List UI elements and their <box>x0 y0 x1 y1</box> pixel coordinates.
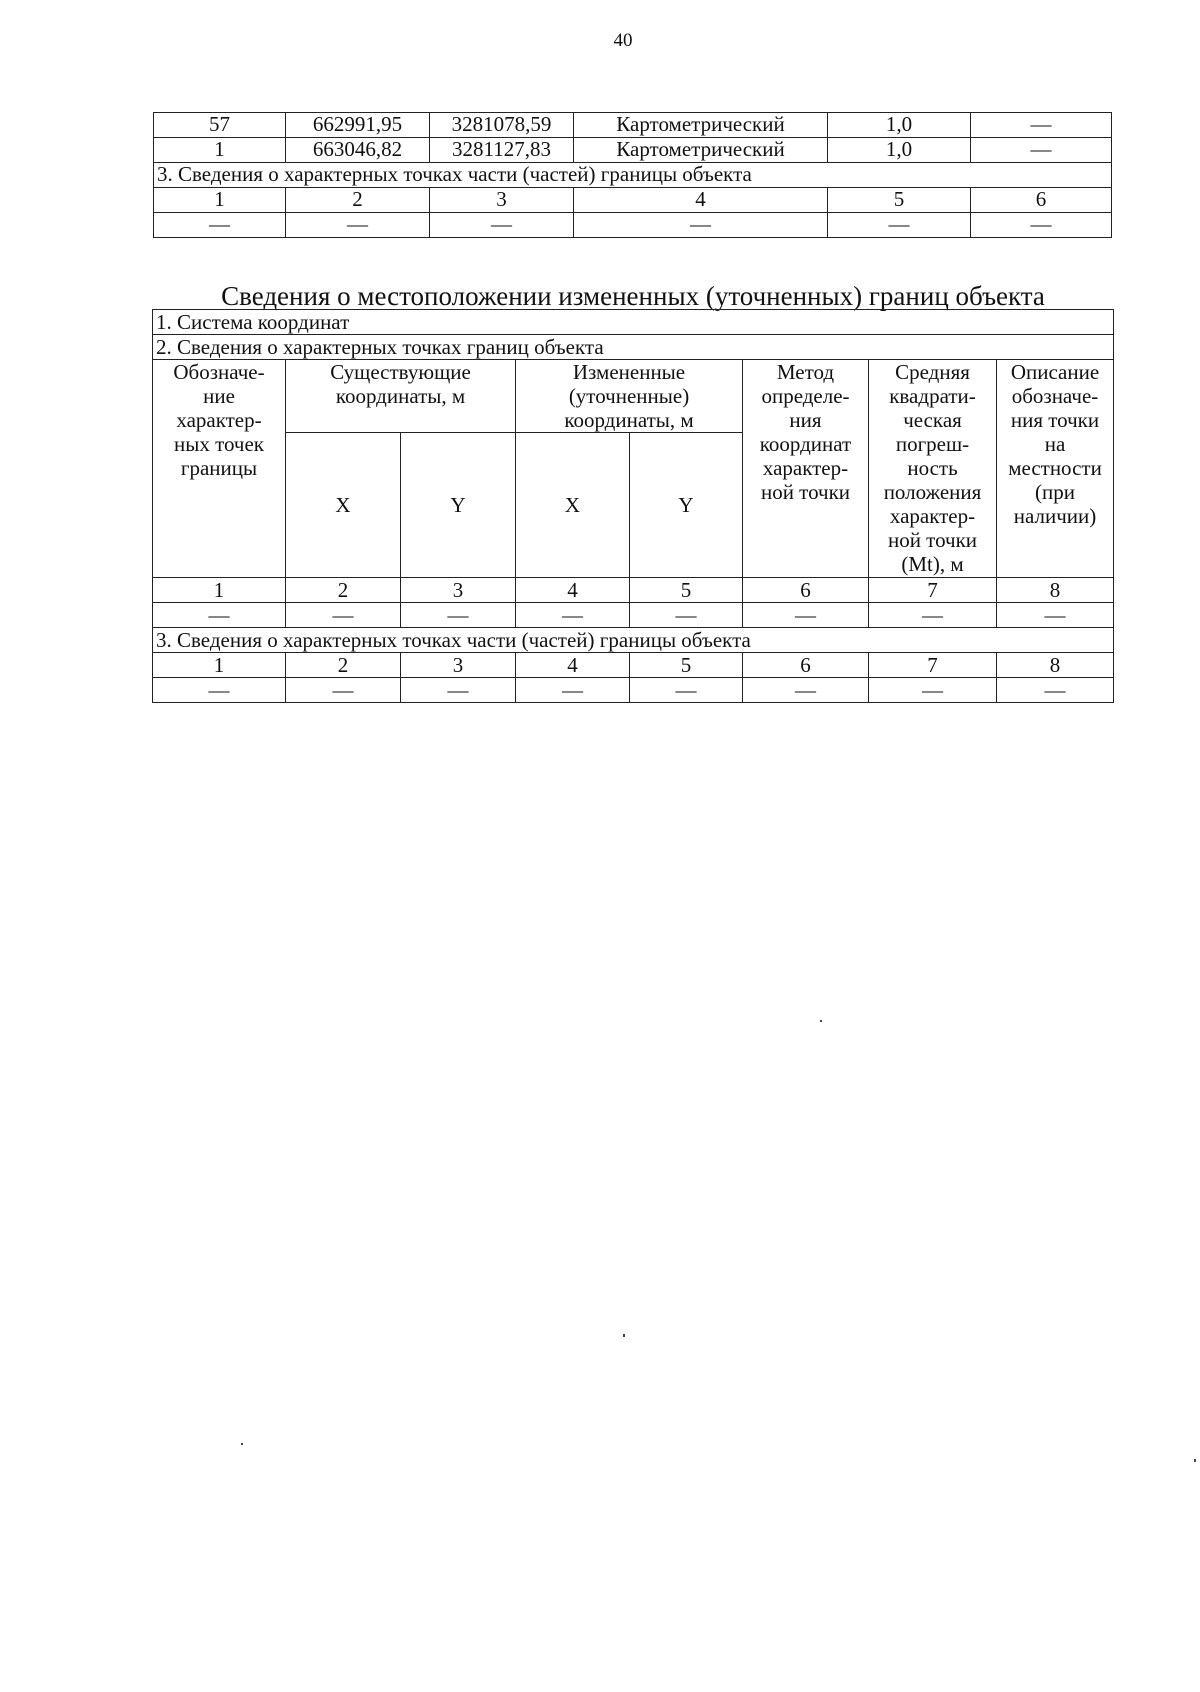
table-cell: — <box>401 603 516 628</box>
table-cell: — <box>286 603 401 628</box>
table-cell: 7 <box>869 578 997 603</box>
table-cell: — <box>430 213 574 238</box>
table-cell: 1 <box>154 138 286 163</box>
table-cell: 1 <box>153 653 286 678</box>
table-cell: — <box>743 603 869 628</box>
table-row <box>154 113 1112 138</box>
table-cell: 5 <box>630 653 743 678</box>
scan-speck <box>820 1020 822 1022</box>
table-cell: 5 <box>828 188 971 213</box>
header-y: Y <box>401 433 516 578</box>
header-row <box>153 360 1114 433</box>
table-cell: — <box>286 678 401 703</box>
header-designation: Обозначе- ние характер- ных точек границы <box>153 360 286 578</box>
header-description: Описание обозначе- ния точки на местности (при наличии) <box>997 360 1114 578</box>
header-existing-coordinates: Существующие координаты, м <box>286 360 516 433</box>
table-cell: 5 <box>630 578 743 603</box>
table-cell: — <box>574 213 828 238</box>
header-x: X <box>286 433 401 578</box>
table-cell: 3 <box>430 188 574 213</box>
table-cell: 1 <box>154 188 286 213</box>
page-number: 40 <box>613 30 633 51</box>
table-row <box>153 578 1114 603</box>
coord-system-label: 1. Система координат <box>153 310 1114 335</box>
table-row <box>154 213 1112 238</box>
scan-speck <box>1194 1459 1196 1462</box>
table-cell: 3 <box>401 578 516 603</box>
table-cell: 4 <box>516 578 630 603</box>
table-cell: Картометрический <box>574 138 828 163</box>
points-section-label: 2. Сведения о характерных точках границ объекта <box>153 335 1114 360</box>
table-cell: — <box>869 678 997 703</box>
table-cell: 2 <box>286 188 430 213</box>
table-cell: — <box>743 678 869 703</box>
table-cell: — <box>153 603 286 628</box>
table-cell: Картометрический <box>574 113 828 138</box>
table-row <box>154 188 1112 213</box>
table-cell: 8 <box>997 653 1114 678</box>
table-row <box>153 335 1114 360</box>
table-cell: 3 <box>401 653 516 678</box>
table-cell: — <box>516 603 630 628</box>
scan-speck <box>623 1334 625 1337</box>
table-row <box>153 653 1114 678</box>
table-cell: — <box>971 113 1112 138</box>
table-cell: 6 <box>743 578 869 603</box>
table-cell: — <box>971 138 1112 163</box>
header-x: X <box>516 433 630 578</box>
table-cell: — <box>869 603 997 628</box>
table-row <box>154 163 1112 188</box>
table-cell: 8 <box>997 578 1114 603</box>
table-cell: 3281078,59 <box>430 113 574 138</box>
table-cell: — <box>516 678 630 703</box>
table-cell: — <box>630 678 743 703</box>
table-cell: 2 <box>286 653 401 678</box>
table-cell: — <box>153 678 286 703</box>
part-section-label: 3. Сведения о характерных точках части (частей) границы объекта <box>153 628 1114 653</box>
table-cell: 6 <box>743 653 869 678</box>
table-cell: — <box>401 678 516 703</box>
top-points-table <box>153 112 1112 238</box>
table-row <box>153 603 1114 628</box>
changed-boundaries-table <box>152 309 1114 703</box>
table-cell: 1,0 <box>828 113 971 138</box>
table-cell: 1 <box>153 578 286 603</box>
section-title: Сведения о местоположении измененных (уточненных) границ объекта <box>221 281 1045 311</box>
table-cell: 7 <box>869 653 997 678</box>
table-cell: — <box>286 213 430 238</box>
table-cell: — <box>828 213 971 238</box>
table-cell: — <box>997 678 1114 703</box>
table-row <box>154 138 1112 163</box>
table-row <box>153 310 1114 335</box>
table-cell: 57 <box>154 113 286 138</box>
table-row <box>153 678 1114 703</box>
header-mean-square-error: Средняя квадрати- ческая погреш- ность положения характер- ной точки (Mt), м <box>869 360 997 578</box>
table-cell: 1,0 <box>828 138 971 163</box>
header-method: Метод определе- ния координат характер- ной точки <box>743 360 869 578</box>
table-row <box>153 628 1114 653</box>
header-changed-coordinates: Измененные (уточненные) координаты, м <box>516 360 743 433</box>
table-cell: 2 <box>286 578 401 603</box>
table-cell: 663046,82 <box>286 138 430 163</box>
table-cell: 4 <box>516 653 630 678</box>
scan-speck <box>241 1443 243 1445</box>
table-cell: 662991,95 <box>286 113 430 138</box>
table-cell: — <box>997 603 1114 628</box>
section-label: 3. Сведения о характерных точках части (частей) границы объекта <box>154 163 1112 188</box>
table-cell: 3281127,83 <box>430 138 574 163</box>
table-cell: — <box>630 603 743 628</box>
table-cell: — <box>154 213 286 238</box>
table-cell: 6 <box>971 188 1112 213</box>
header-y: Y <box>630 433 743 578</box>
table-cell: 4 <box>574 188 828 213</box>
table-cell: — <box>971 213 1112 238</box>
